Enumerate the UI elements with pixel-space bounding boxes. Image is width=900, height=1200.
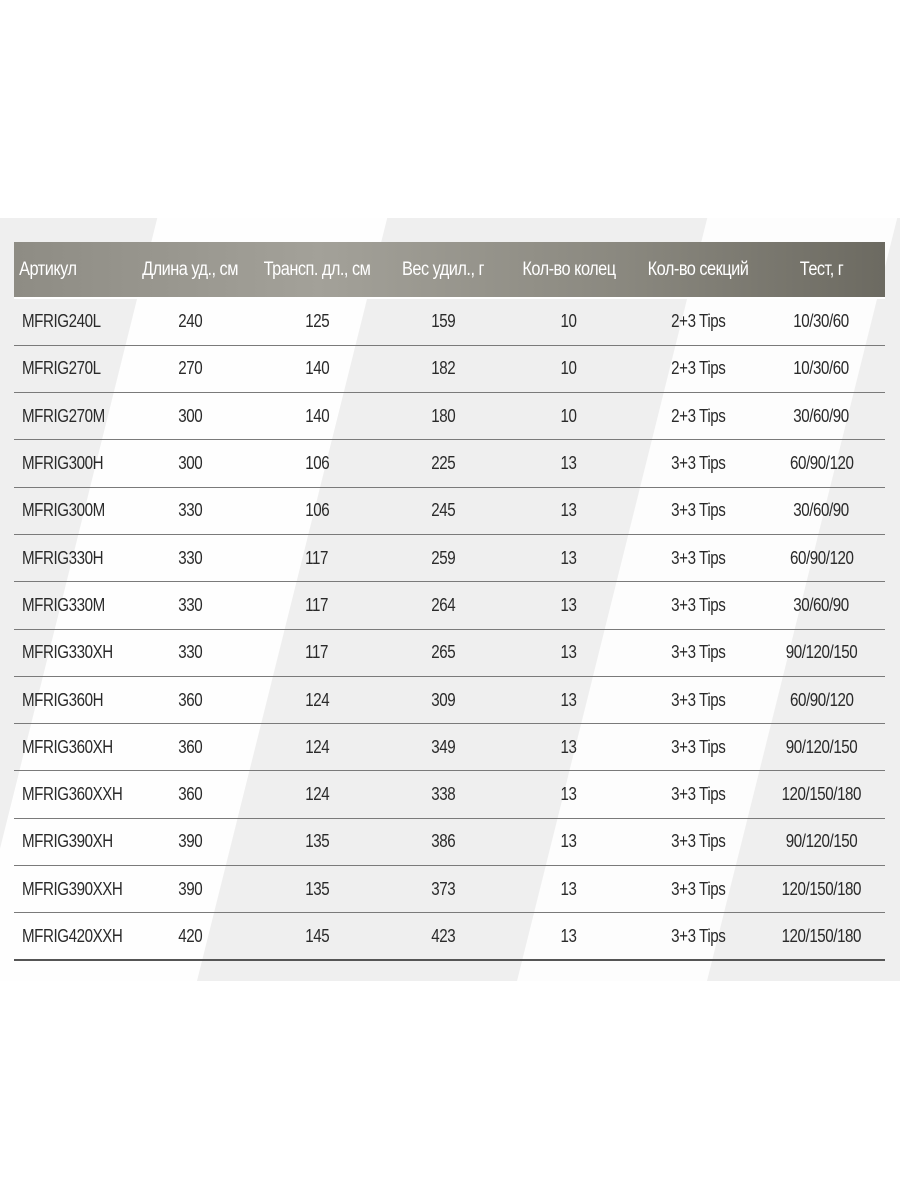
cell-rings: 13 bbox=[500, 440, 638, 487]
cell-weight: 423 bbox=[386, 913, 500, 960]
cell-sections: 3+3 Tips bbox=[638, 629, 758, 676]
cell-sections: 3+3 Tips bbox=[638, 913, 758, 960]
cell-weight: 309 bbox=[386, 676, 500, 723]
cell-weight: 180 bbox=[386, 393, 500, 440]
cell-length: 270 bbox=[132, 345, 248, 392]
table-row bbox=[14, 393, 885, 440]
table-row bbox=[14, 771, 885, 818]
cell-length: 300 bbox=[132, 440, 248, 487]
cell-sku: MFRIG240L bbox=[14, 298, 132, 345]
cell-sections: 3+3 Tips bbox=[638, 724, 758, 771]
header-length: Длина уд., см bbox=[140, 242, 240, 298]
table-row bbox=[14, 440, 885, 487]
cell-weight: 245 bbox=[386, 487, 500, 534]
cell-transport-length: 106 bbox=[248, 440, 386, 487]
cell-test: 30/60/90 bbox=[758, 582, 885, 629]
cell-length: 330 bbox=[132, 629, 248, 676]
cell-sections: 3+3 Tips bbox=[638, 676, 758, 723]
cell-rings: 13 bbox=[500, 724, 638, 771]
cell-sections: 3+3 Tips bbox=[638, 440, 758, 487]
cell-rings: 13 bbox=[500, 534, 638, 581]
cell-sku: MFRIG300M bbox=[14, 487, 132, 534]
cell-rings: 13 bbox=[500, 866, 638, 913]
cell-rings: 10 bbox=[500, 298, 638, 345]
cell-rings: 10 bbox=[500, 393, 638, 440]
cell-transport-length: 124 bbox=[248, 676, 386, 723]
cell-rings: 13 bbox=[500, 913, 638, 960]
cell-weight: 225 bbox=[386, 440, 500, 487]
cell-weight: 265 bbox=[386, 629, 500, 676]
cell-sku: MFRIG330XH bbox=[14, 629, 132, 676]
table-row bbox=[14, 913, 885, 960]
cell-test: 90/120/150 bbox=[758, 629, 885, 676]
cell-test: 90/120/150 bbox=[758, 818, 885, 865]
cell-sections: 2+3 Tips bbox=[638, 298, 758, 345]
cell-weight: 182 bbox=[386, 345, 500, 392]
cell-test: 90/120/150 bbox=[758, 724, 885, 771]
cell-sections: 3+3 Tips bbox=[638, 818, 758, 865]
cell-length: 330 bbox=[132, 534, 248, 581]
cell-weight: 349 bbox=[386, 724, 500, 771]
cell-length: 360 bbox=[132, 676, 248, 723]
header-weight: Вес удил., г bbox=[394, 242, 492, 298]
table-row bbox=[14, 676, 885, 723]
cell-sections: 3+3 Tips bbox=[638, 771, 758, 818]
cell-transport-length: 117 bbox=[248, 534, 386, 581]
spec-table bbox=[14, 242, 885, 961]
table-row bbox=[14, 582, 885, 629]
cell-test: 30/60/90 bbox=[758, 487, 885, 534]
cell-test: 120/150/180 bbox=[758, 771, 885, 818]
cell-sku: MFRIG300H bbox=[14, 440, 132, 487]
cell-sku: MFRIG330M bbox=[14, 582, 132, 629]
cell-transport-length: 125 bbox=[248, 298, 386, 345]
cell-sku: MFRIG270M bbox=[14, 393, 132, 440]
header-sku: Артикул bbox=[14, 242, 115, 298]
cell-length: 330 bbox=[132, 582, 248, 629]
cell-sku: MFRIG420XXH bbox=[14, 913, 132, 960]
table-header bbox=[14, 242, 885, 298]
cell-length: 390 bbox=[132, 866, 248, 913]
table-row bbox=[14, 345, 885, 392]
cell-weight: 259 bbox=[386, 534, 500, 581]
cell-transport-length: 135 bbox=[248, 818, 386, 865]
table-row bbox=[14, 866, 885, 913]
cell-weight: 264 bbox=[386, 582, 500, 629]
header-transport-length: Трансп. дл., см bbox=[258, 242, 377, 298]
cell-test: 30/60/90 bbox=[758, 393, 885, 440]
table-row bbox=[14, 534, 885, 581]
cell-transport-length: 140 bbox=[248, 393, 386, 440]
cell-transport-length: 135 bbox=[248, 866, 386, 913]
cell-sku: MFRIG360H bbox=[14, 676, 132, 723]
header-row bbox=[14, 242, 885, 298]
cell-test: 60/90/120 bbox=[758, 440, 885, 487]
cell-transport-length: 140 bbox=[248, 345, 386, 392]
cell-sku: MFRIG270L bbox=[14, 345, 132, 392]
table-row bbox=[14, 487, 885, 534]
cell-rings: 10 bbox=[500, 345, 638, 392]
cell-transport-length: 124 bbox=[248, 771, 386, 818]
cell-weight: 159 bbox=[386, 298, 500, 345]
cell-length: 240 bbox=[132, 298, 248, 345]
cell-sku: MFRIG360XH bbox=[14, 724, 132, 771]
cell-sections: 2+3 Tips bbox=[638, 393, 758, 440]
cell-transport-length: 124 bbox=[248, 724, 386, 771]
header-sections: Кол-во секций bbox=[646, 242, 749, 298]
cell-sku: MFRIG390XXH bbox=[14, 866, 132, 913]
cell-test: 120/150/180 bbox=[758, 913, 885, 960]
cell-rings: 13 bbox=[500, 582, 638, 629]
cell-sections: 2+3 Tips bbox=[638, 345, 758, 392]
cell-test: 10/30/60 bbox=[758, 345, 885, 392]
table-row bbox=[14, 818, 885, 865]
cell-weight: 373 bbox=[386, 866, 500, 913]
cell-sections: 3+3 Tips bbox=[638, 487, 758, 534]
cell-sections: 3+3 Tips bbox=[638, 582, 758, 629]
table-body bbox=[14, 298, 885, 960]
cell-length: 300 bbox=[132, 393, 248, 440]
cell-transport-length: 106 bbox=[248, 487, 386, 534]
header-test: Тест, г bbox=[767, 242, 876, 298]
cell-rings: 13 bbox=[500, 629, 638, 676]
table-row bbox=[14, 724, 885, 771]
cell-sections: 3+3 Tips bbox=[638, 534, 758, 581]
cell-test: 120/150/180 bbox=[758, 866, 885, 913]
cell-length: 390 bbox=[132, 818, 248, 865]
cell-sku: MFRIG330H bbox=[14, 534, 132, 581]
cell-rings: 13 bbox=[500, 676, 638, 723]
cell-test: 60/90/120 bbox=[758, 676, 885, 723]
cell-length: 420 bbox=[132, 913, 248, 960]
cell-sku: MFRIG360XXH bbox=[14, 771, 132, 818]
spec-table-container bbox=[14, 242, 885, 961]
cell-length: 360 bbox=[132, 771, 248, 818]
header-rings: Кол-во колец bbox=[510, 242, 629, 298]
table-row bbox=[14, 629, 885, 676]
cell-test: 10/30/60 bbox=[758, 298, 885, 345]
cell-length: 330 bbox=[132, 487, 248, 534]
table-row bbox=[14, 298, 885, 345]
cell-weight: 386 bbox=[386, 818, 500, 865]
cell-transport-length: 145 bbox=[248, 913, 386, 960]
cell-test: 60/90/120 bbox=[758, 534, 885, 581]
cell-sections: 3+3 Tips bbox=[638, 866, 758, 913]
cell-weight: 338 bbox=[386, 771, 500, 818]
cell-rings: 13 bbox=[500, 771, 638, 818]
cell-length: 360 bbox=[132, 724, 248, 771]
cell-sku: MFRIG390XH bbox=[14, 818, 132, 865]
cell-transport-length: 117 bbox=[248, 629, 386, 676]
cell-rings: 13 bbox=[500, 818, 638, 865]
cell-transport-length: 117 bbox=[248, 582, 386, 629]
cell-rings: 13 bbox=[500, 487, 638, 534]
